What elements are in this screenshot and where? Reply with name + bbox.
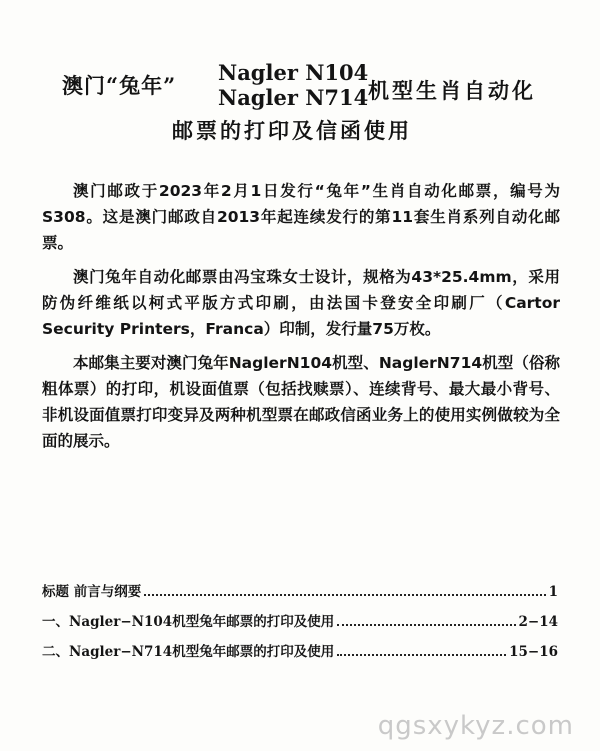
toc-label: 标题 前言与纲要 [42, 584, 142, 600]
toc-label: 一、Nagler−N104机型兔年邮票的打印及使用 [42, 614, 335, 630]
title-model-n714: Nagler N714 [218, 85, 369, 110]
toc-row [42, 610, 558, 640]
toc-row [42, 640, 558, 670]
toc-leader-dots [337, 654, 506, 656]
title-models [218, 60, 368, 110]
toc-leader-dots [337, 624, 515, 626]
site-watermark: qgsxykyz.com [377, 711, 574, 741]
title-block [0, 60, 600, 143]
title-right: 机型生肖自动化 [368, 78, 536, 103]
toc-page: 1 [548, 584, 558, 600]
paragraph-2: 澳门兔年自动化邮票由冯宝珠女士设计，规格为43*25.4mm，采用防伪纤维纸以柯式平版方式印刷，由法国卡登安全印刷厂（Cartor Security Printers，Franca）印制，发行量75万枚。 [42, 268, 560, 338]
body-text [42, 178, 560, 462]
toc-leader-dots [144, 594, 545, 596]
title-left: 澳门“兔年” [62, 73, 177, 98]
toc-page: 2−14 [518, 614, 558, 630]
toc-label: 二、Nagler−N714机型兔年邮票的打印及使用 [42, 644, 335, 660]
paragraph-1: 澳门邮政于2023年2月1日发行“兔年”生肖自动化邮票，编号为S308。这是澳门邮政自2013年起连续发行的第11套生肖系列自动化邮票。 [42, 182, 560, 252]
table-of-contents [42, 580, 558, 670]
toc-page: 15−16 [509, 644, 558, 660]
title-line2: 邮票的打印及信函使用 [172, 118, 412, 143]
title-model-n104: Nagler N104 [218, 60, 369, 85]
toc-row [42, 580, 558, 610]
paragraph-3: 本邮集主要对澳门兔年NaglerN104机型、NaglerN714机型（俗称粗体票）的打印，机设面值票（包括找赎票）、连续背号、最大最小背号、非机设面值票打印变异及两种机型票在邮政信函业务上的使用实例做较为全面的展示。 [42, 354, 560, 450]
